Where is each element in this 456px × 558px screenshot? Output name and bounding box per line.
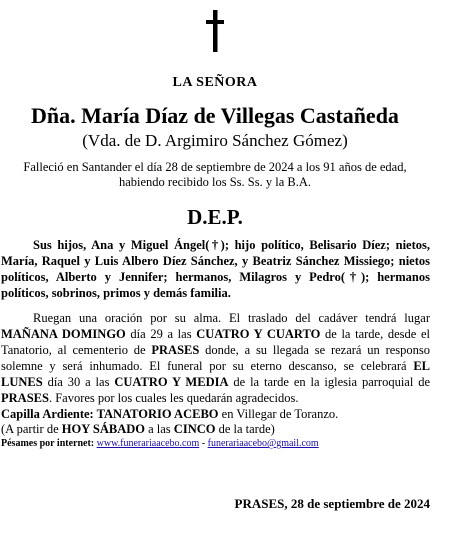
from-text: a las <box>144 422 174 436</box>
death-line-1: Falleció en Santander el día 28 de septiembre de 2024 a los 91 años de edad, <box>23 160 407 174</box>
dep-title: D.E.P. <box>187 205 243 229</box>
website-link[interactable]: www.funerariaacebo.com <box>96 438 200 449</box>
prayer-bold: PRASES <box>151 343 200 357</box>
cross-glyph <box>205 10 225 52</box>
from-text: (A partir de <box>1 422 62 436</box>
chapel-label: Capilla Ardiente: TANATORIO ACEBO <box>1 407 219 421</box>
prayer-text: donde, a su llegada se rezará un responso solemne y será inhumado. El funeral por su eterno descanso, se celebrará <box>1 343 431 373</box>
death-line-2: habiendo recibido los Ss. Ss. y la B.A. <box>118 175 311 189</box>
deceased-name: Dña. María Díaz de Villegas Castañeda <box>31 103 399 128</box>
condolences-label: Pésames por internet: <box>1 438 95 449</box>
prayer-bold: MAÑANA DOMINGO <box>1 327 126 341</box>
prayer-text: . Favores por los cuales les quedarán agradecidos. <box>48 391 299 405</box>
widow-of: (Vda. de D. Argimiro Sánchez Gómez) <box>82 131 348 150</box>
heading: LA SEÑORA <box>172 75 258 90</box>
family-text: Sus hijos, Ana y Miguel Ángel(†); hijo político, Belisario Díez; nietos, María, Raquel y Luis Albero Díez Sánchez, y Beatriz Sánchez Missiego; nietos políticos, Alberto y Jennifer; hermanos, Milagros y Pedro(†); hermanos políticos, sobrinos, primos y demás familia. <box>1 238 430 300</box>
chapel-line <box>1 406 338 422</box>
cross-icon <box>0 10 430 57</box>
prayer-paragraph <box>1 310 430 406</box>
prayer-text: día 29 a las <box>125 327 197 341</box>
from-bold: HOY SÁBADO <box>61 422 145 436</box>
link-separator: - <box>199 438 208 449</box>
prayer-bold: EL LUNES <box>1 359 430 389</box>
from-line <box>1 421 275 437</box>
family-paragraph <box>1 237 430 301</box>
prayer-bold: CUATRO Y CUARTO <box>196 327 321 341</box>
footer-place-date: PRASES, 28 de septiembre de 2024 <box>234 496 430 511</box>
death-notice <box>0 160 430 190</box>
prayer-bold: CUATRO Y MEDIA <box>114 375 229 389</box>
from-text: de la tarde) <box>215 422 275 436</box>
prayer-bold: PRASES <box>1 391 49 405</box>
prayer-text: Ruegan una oración por su alma. El traslado del cadáver tendrá lugar <box>33 311 430 325</box>
email-link[interactable]: funerariaacebo@gmail.com <box>207 438 319 449</box>
prayer-text: de la tarde en la iglesia parroquial de <box>228 375 430 389</box>
prayer-text: de la tarde, desde el Tanatorio, al cementerio de <box>1 327 430 357</box>
from-bold: CINCO <box>173 422 216 436</box>
condolences-line <box>1 436 319 452</box>
chapel-location: en Villegar de Toranzo. <box>218 407 339 421</box>
prayer-text: día 30 a las <box>42 375 115 389</box>
